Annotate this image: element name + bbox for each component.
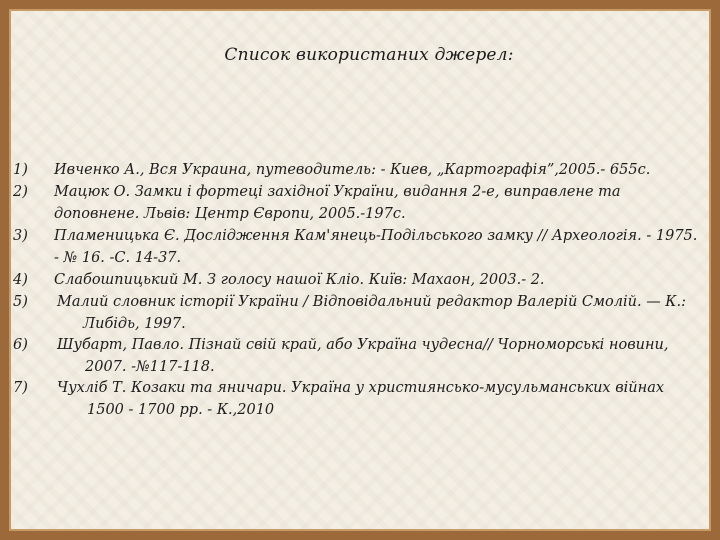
source-text-line: Чухліб Т. Козаки та яничари. Україна у християнсько-мусульманських війнах xyxy=(57,380,665,396)
source-item xyxy=(9,270,720,292)
source-number: 3) xyxy=(13,228,28,244)
source-text-line: Малий словник історії України / Відповідальний редактор Валерій Смолій. — К.: xyxy=(57,294,687,310)
source-text-line: Пламеницька Є. Дослідження Кам'янець-Подільського замку // Археологія. - 1975. xyxy=(54,228,698,244)
source-number: 2) xyxy=(13,184,28,200)
source-number: 1) xyxy=(13,162,28,178)
source-number: 4) xyxy=(13,272,28,288)
source-number: 6) xyxy=(13,337,28,353)
source-text-line: Мацюк О. Замки і фортеці західної України, видання 2-е, виправлене та xyxy=(54,184,621,200)
source-text-line: Шубарт, Павло. Пізнай свій край, або Україна чудесна// Чорноморські новини, xyxy=(57,337,669,353)
source-text-line: Ивченко А., Вся Украина, путеводитель: - Киев, „Картографія”,2005.- 655с. xyxy=(54,162,651,178)
source-item xyxy=(9,160,720,182)
source-item xyxy=(9,182,720,225)
source-text-line: Либідь, 1997. xyxy=(83,315,186,332)
source-number: 7) xyxy=(13,380,28,396)
source-text-line: доповнене. Львів: Центр Європи, 2005.-197с. xyxy=(54,205,406,222)
source-item xyxy=(9,292,720,335)
source-item xyxy=(9,378,720,421)
source-text-line: 1500 - 1700 рр. - К.,2010 xyxy=(87,401,275,418)
page-title: Список використаних джерел: xyxy=(224,45,514,65)
source-text-line: - № 16. -С. 14-37. xyxy=(54,249,182,266)
source-text-line: 2007. -№117-118. xyxy=(85,358,215,375)
source-text-line: Слабошпицький М. З голосу нашої Кліо. Київ: Махаон, 2003.- 2. xyxy=(54,272,545,288)
source-item xyxy=(9,335,720,378)
source-item xyxy=(9,226,720,269)
source-number: 5) xyxy=(13,294,28,310)
